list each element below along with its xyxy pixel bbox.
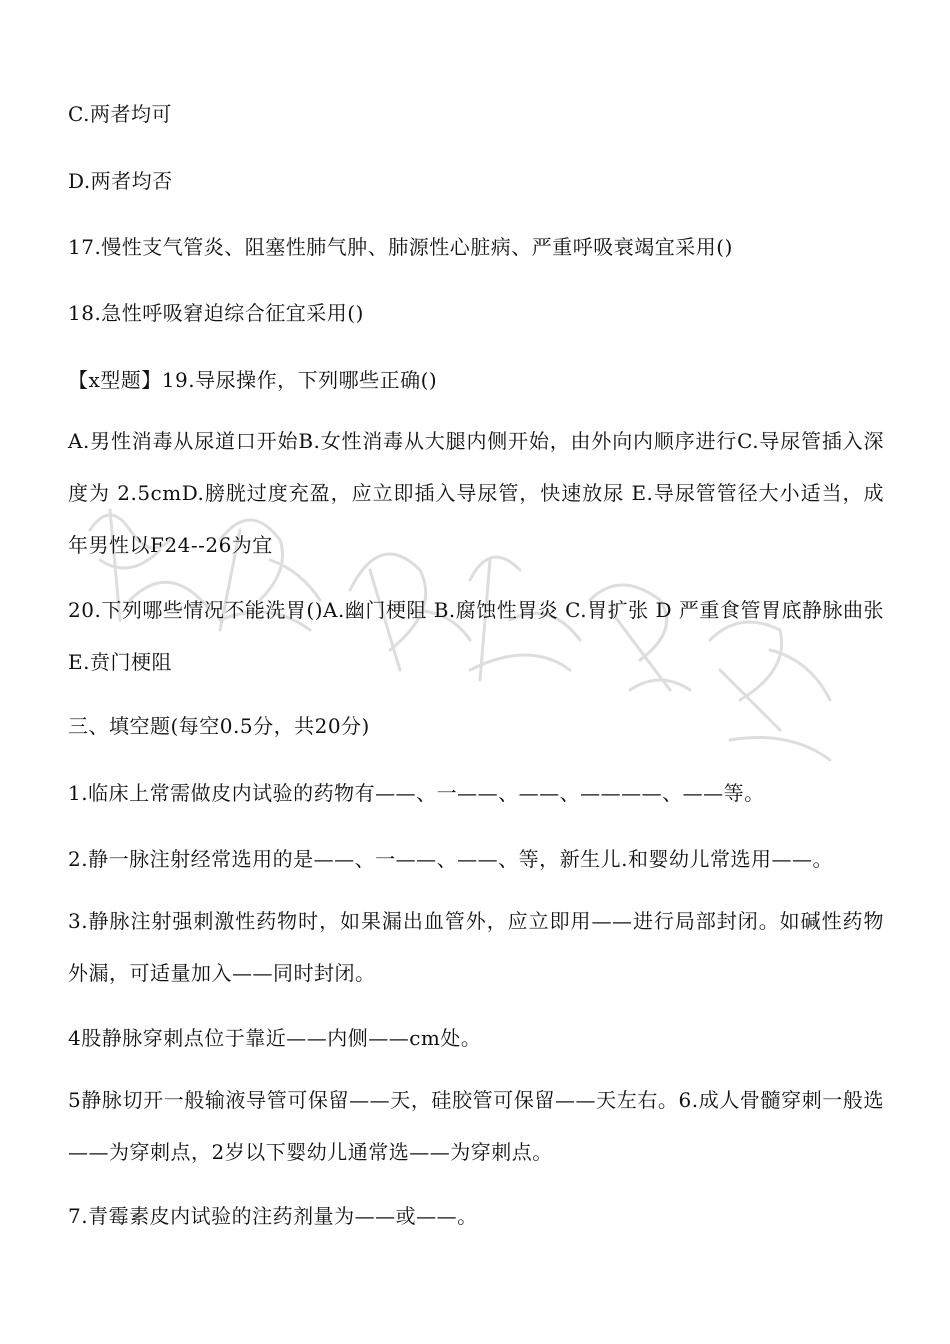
- question-19-options: A.男性消毒从尿道口开始B.女性消毒从大腿内侧开始，由外向内顺序进行C.导尿管插入深度为 2.5cmD.膀胱过度充盈，应立即插入导尿管，快速放尿 E.导尿管管径大小适当，成年男性以F24--26为宜: [68, 429, 884, 557]
- fill-question-5-6: 5静脉切开一般输液导管可保留——天，硅胶管可保留——天左右。6.成人骨髓穿刺一般选——为穿刺点，2岁以下婴幼儿通常选——为穿刺点。: [68, 1088, 884, 1164]
- fill-question-2: 2.静一脉注射经常选用的是——、一——、——、等，新生儿.和婴幼儿常选用——。: [68, 847, 833, 871]
- section-fill-in-title: 三、填空题(每空0.5分，共20分): [68, 714, 370, 738]
- option-c-line: C.两者均可: [68, 102, 172, 126]
- fill-question-1: 1.临床上常需做皮内试验的药物有——、一——、——、————、——等。: [68, 781, 765, 805]
- fill-question-4: 4股静脉穿刺点位于靠近——内侧——cm处。: [68, 1026, 482, 1050]
- fill-question-7: 7.青霉素皮内试验的注药剂量为——或——。: [68, 1204, 478, 1228]
- question-20: 20.下列哪些情况不能洗胃()A.幽门梗阻 B.腐蚀性胃炎 C.胃扩张 D 严重食管胃底静脉曲张E.贲门梗阻: [68, 598, 884, 674]
- option-d-line: D.两者均否: [68, 169, 173, 193]
- question-18: 18.急性呼吸窘迫综合征宜采用(): [68, 301, 364, 325]
- fill-question-3: 3.静脉注射强刺激性药物时，如果漏出血管外，应立即用——进行局部封闭。如碱性药物外漏，可适量加入——同时封闭。: [68, 909, 884, 985]
- question-19-heading: 【x型题】19.导尿操作，下列哪些正确(): [68, 368, 438, 392]
- question-17: 17.慢性支气管炎、阻塞性肺气肿、肺源性心脏病、严重呼吸衰竭宜采用(): [68, 235, 733, 259]
